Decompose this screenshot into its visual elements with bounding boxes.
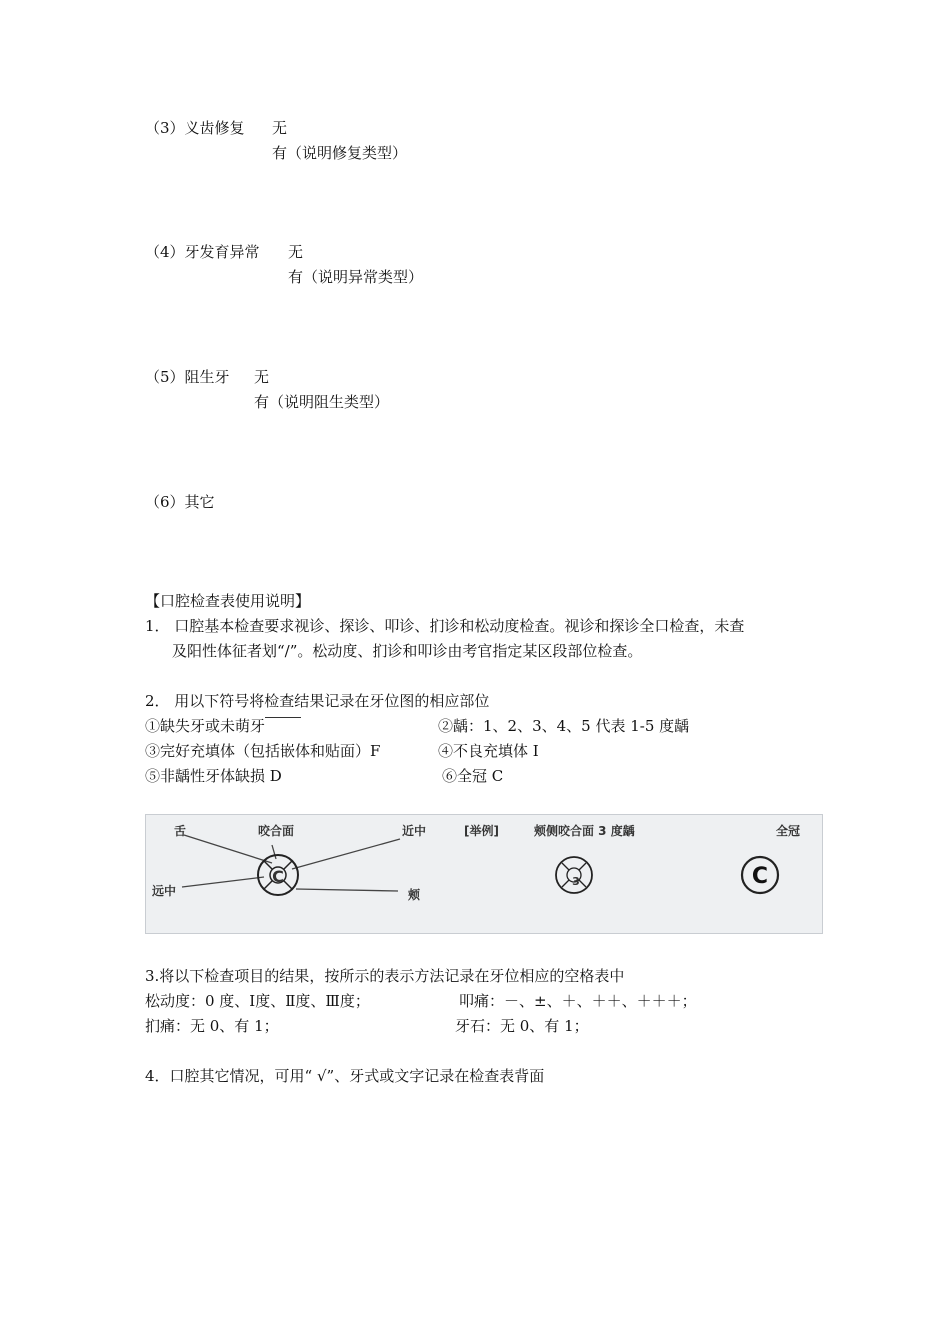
section4-title: （4）牙发育异常 xyxy=(145,243,260,261)
label-tongue: 舌 xyxy=(174,824,187,838)
instructions-heading: 【口腔检查表使用说明】 xyxy=(145,592,311,610)
symbol-noncarious-defect: ⑤非龋性牙体缺损 D xyxy=(145,767,282,785)
label-buccal: 颊 xyxy=(408,888,421,902)
instruction-1-line2: 及阳性体征者划“/”。松动度、扪诊和叩诊由考官指定某区段部位检查。 xyxy=(172,642,643,660)
palpation-scale: 扪痛：无 0、有 1； xyxy=(145,1017,279,1035)
label-mesial: 近中 xyxy=(402,824,427,838)
crown-letter: C xyxy=(751,864,769,889)
calculus-scale: 牙石：无 0、有 1； xyxy=(455,1017,589,1035)
symbol-missing-tooth-label: ①缺失牙或未萌牙 xyxy=(145,717,266,735)
example-tag: [举例] xyxy=(464,824,499,838)
crown-label: 全冠 xyxy=(776,824,801,838)
section3-title: （3）义齿修复 xyxy=(145,119,245,137)
section3-none: 无 xyxy=(272,119,288,137)
tooth-surface-diagram xyxy=(145,814,823,934)
section5-has: 有（说明阻生类型） xyxy=(254,393,390,411)
section5-title: （5）阻生牙 xyxy=(145,368,230,386)
section4-has: 有（说明异常类型） xyxy=(288,268,424,286)
symbol-good-filling: ③完好充填体（包括嵌体和贴面）F xyxy=(145,742,381,760)
instruction-3-title: 3.将以下检查项目的结果，按所示的表示方法记录在牙位相应的空格表中 xyxy=(145,967,625,985)
symbol-caries: ②龋：1、2、3、4、5 代表 1-5 度龋 xyxy=(438,717,690,735)
missing-tooth-line-mark xyxy=(265,717,301,718)
symbol-full-crown: ⑥全冠 C xyxy=(442,767,504,785)
instruction-1-line1: 1． 口腔基本检查要求视诊、探诊、叩诊、扪诊和松动度检查。视诊和探诊全口检查，未查 xyxy=(145,617,745,635)
example-text: 颊侧咬合面 3 度龋 xyxy=(534,824,635,838)
instruction-2-title: 2． 用以下符号将检查结果记录在牙位图的相应部位 xyxy=(145,692,490,710)
label-occlusal: 咬合面 xyxy=(258,824,295,838)
tooth-letter: C xyxy=(272,867,284,886)
section3-has: 有（说明修复类型） xyxy=(272,144,408,162)
label-distal: 远中 xyxy=(152,884,177,898)
mobility-scale: 松动度：0 度、Ⅰ度、Ⅱ度、Ⅲ度； xyxy=(145,992,370,1010)
section4-none: 无 xyxy=(288,243,304,261)
example-tooth-digit: 3 xyxy=(572,875,580,888)
symbol-bad-filling: ④不良充填体 I xyxy=(438,742,539,760)
instruction-4: 4．口腔其它情况，可用“ √”、牙式或文字记录在检查表背面 xyxy=(145,1067,545,1085)
tooth-diagram-svg xyxy=(146,815,822,933)
symbol-missing-tooth xyxy=(145,716,301,736)
section5-none: 无 xyxy=(254,368,270,386)
percussion-scale: 叩痛：－、±、＋、＋＋、＋＋＋； xyxy=(459,992,697,1010)
section6-title: （6）其它 xyxy=(145,493,215,511)
